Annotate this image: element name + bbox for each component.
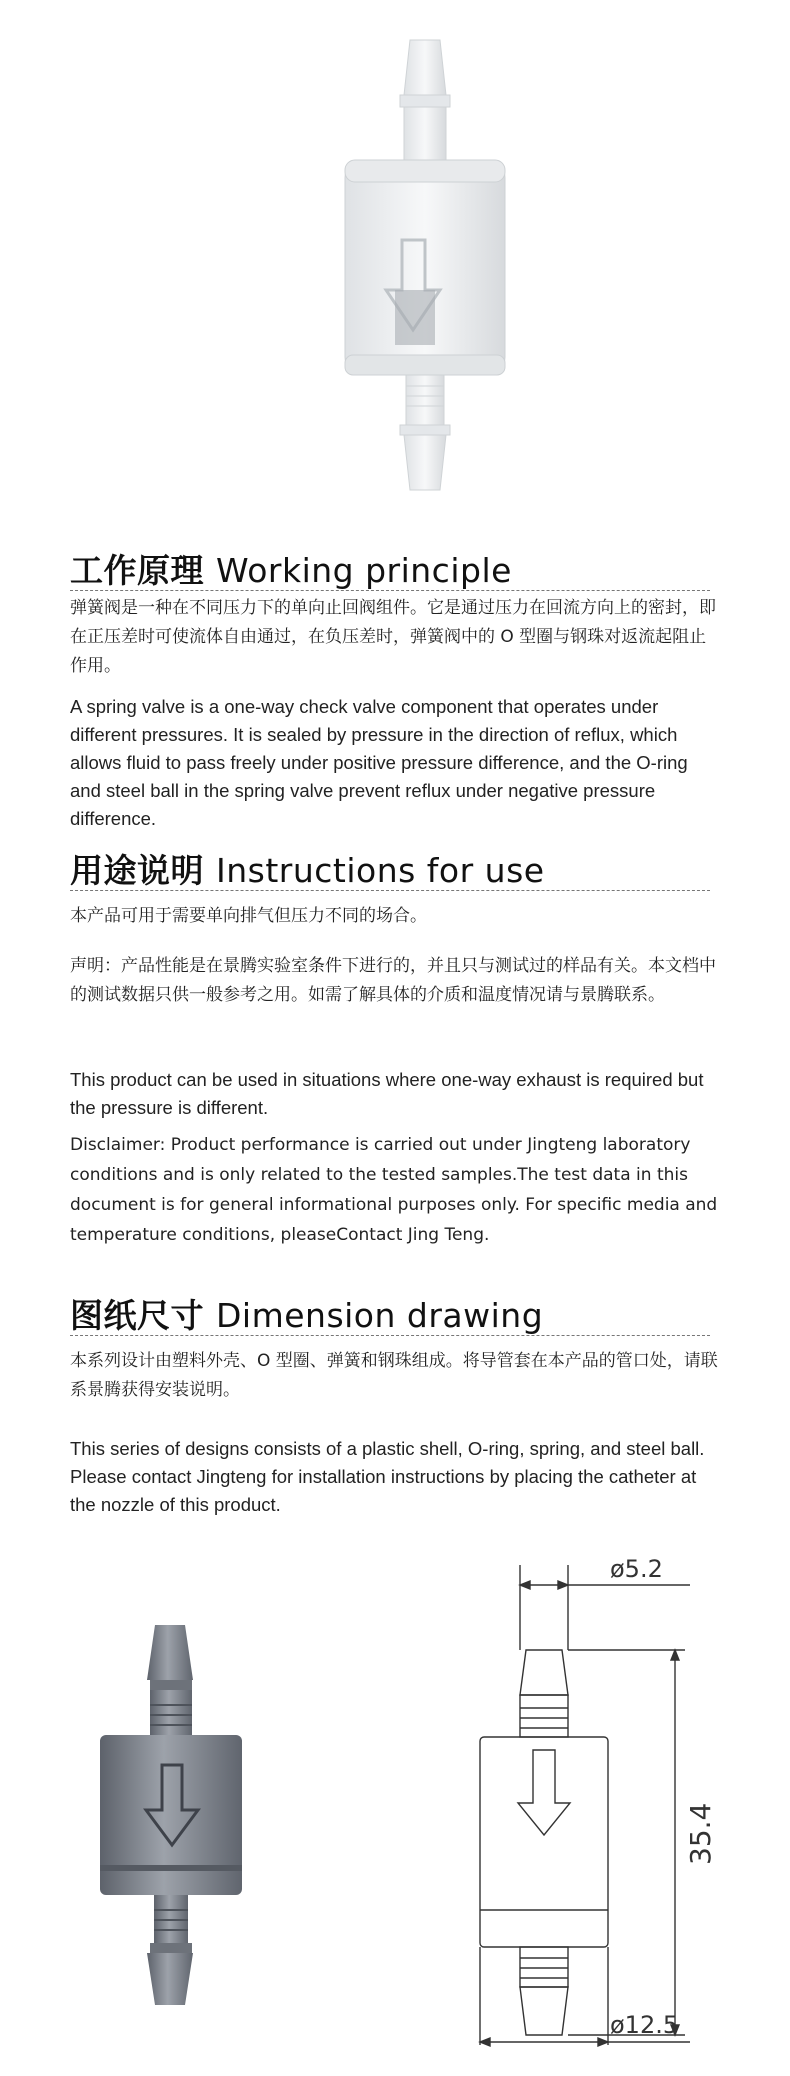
dim-length-label: 35.4 (684, 1802, 717, 1865)
title-en: Instructions for use (216, 851, 545, 890)
section-title-usage (70, 845, 545, 892)
title-cn: 图纸尺寸 (70, 1296, 204, 1335)
dim-bottom-label: ø12.5 (610, 2011, 679, 2039)
divider (70, 890, 710, 891)
working-para-en: A spring valve is a one-way check valve component that operates under different pressures. It is sealed by pressure in the direction of reflux, which allows fluid to pass freely under positive pressure difference, and the O-ring and steel ball in the spring valve prevent reflux under negative pressure difference. (70, 696, 688, 829)
title-cn: 用途说明 (70, 851, 204, 890)
title-en: Dimension drawing (216, 1296, 544, 1335)
dimension-para-cn: 本系列设计由塑料外壳、O 型圈、弹簧和钢珠组成。将导管套在本产品的管口处，请联系景腾获得安装说明。 (70, 1351, 718, 1400)
divider (70, 590, 710, 591)
valve-3d-render (90, 1615, 270, 2015)
title-en: Working principle (216, 551, 512, 590)
usage-para-cn2: 声明：产品性能是在景腾实验室条件下进行的，并且只与测试过的样品有关。本文档中的测试数据只供一般参考之用。如需了解具体的介质和温度情况请与景腾联系。 (70, 956, 716, 1005)
section-title-dimension (70, 1290, 543, 1337)
dim-top-label: ø5.2 (610, 1555, 663, 1583)
section-title-working (70, 545, 512, 592)
dimension-para-en: This series of designs consists of a plastic shell, O-ring, spring, and steel ball. Please contact Jingteng for installation instructions by placing the catheter at the nozzle of this product. (70, 1438, 705, 1515)
divider (70, 1335, 710, 1336)
usage-para-cn1: 本产品可用于需要单向排气但压力不同的场合。 (70, 906, 427, 926)
title-cn: 工作原理 (70, 551, 204, 590)
product-photo (0, 0, 790, 520)
dimension-drawing (460, 1545, 760, 2055)
usage-para-en2: Disclaimer: Product performance is carried out under Jingteng laboratory conditions and is only related to the tested samples.The test data in this document is for general informational purposes only. For specific media and temperature conditions, pleaseContact Jing Teng. (70, 1135, 718, 1245)
working-para-cn: 弹簧阀是一种在不同压力下的单向止回阀组件。它是通过压力在回流方向上的密封，即在正压差时可使流体自由通过，在负压差时，弹簧阀中的 O 型圈与钢珠对返流起阻止作用。 (70, 598, 716, 676)
usage-para-en1: This product can be used in situations where one-way exhaust is required but the pressure is different. (70, 1069, 704, 1118)
